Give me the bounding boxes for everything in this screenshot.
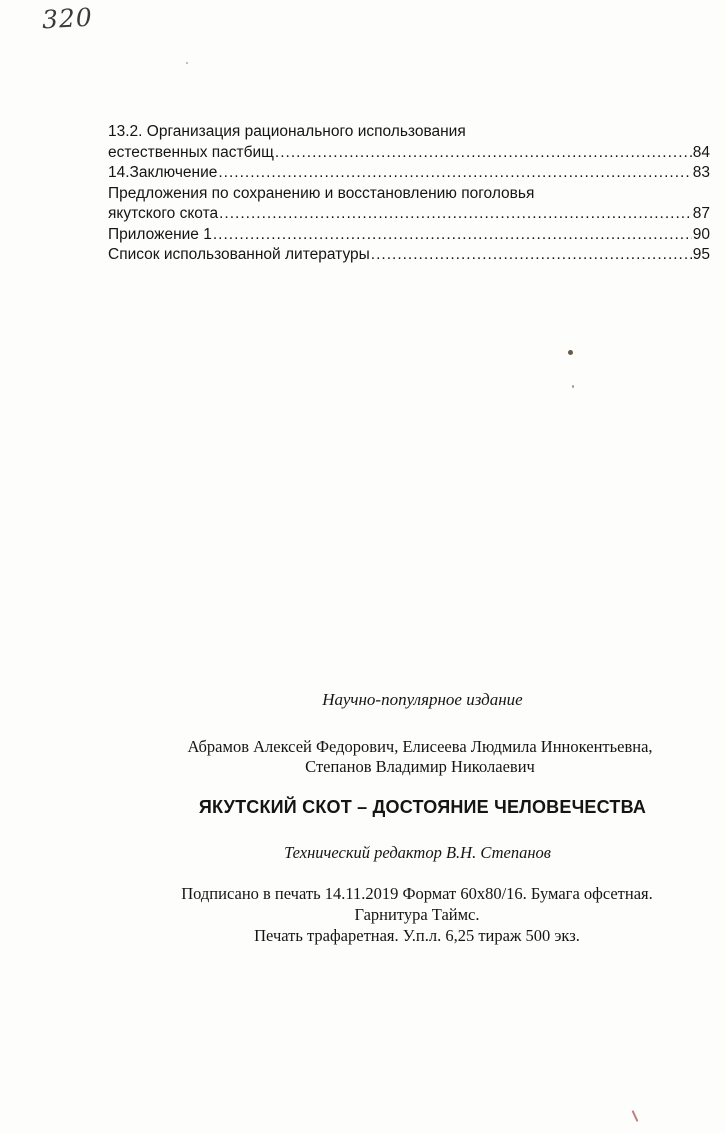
toc-entry-label: Список использованной литературы — [108, 246, 370, 263]
technical-editor: Технический редактор В.Н. Степанов — [284, 843, 551, 862]
paper-speck — [572, 385, 574, 388]
toc-entry — [108, 184, 710, 205]
toc-entry — [108, 122, 710, 143]
toc-entry — [108, 245, 710, 266]
toc-entry-page: 95 — [692, 246, 710, 263]
toc-entry — [108, 225, 710, 246]
table-of-contents — [108, 122, 710, 266]
toc-entry — [108, 204, 710, 225]
toc-leader-dots — [371, 245, 692, 266]
print-info-line: Печать трафаретная. У.п.л. 6,25 тираж 500 экз. — [254, 926, 580, 945]
toc-entry — [108, 163, 710, 184]
toc-entry-page: 87 — [692, 205, 710, 222]
toc-entry-label: Приложение 1 — [108, 225, 212, 243]
toc-entry-label: Предложения по сохранению и восстановлению поголовья — [108, 184, 535, 202]
authors-line: Степанов Владимир Николаевич — [305, 757, 535, 776]
print-info-line: Подписано в печать 14.11.2019 Формат 60х80/16. Бумага офсетная. — [181, 884, 653, 903]
toc-entry-label: 13.2. Организация рационального использования — [108, 123, 466, 140]
edition-type: Научно-популярное издание — [322, 690, 523, 709]
toc-entry-page: 84 — [692, 143, 710, 161]
handwritten-page-number: 320 — [41, 2, 94, 35]
paper-speck — [632, 1110, 639, 1122]
paper-speck — [568, 350, 573, 355]
toc-entry — [108, 143, 710, 164]
toc-leader-dots — [219, 204, 692, 225]
toc-entry-label: якутского скота — [108, 205, 219, 222]
print-info-line: Гарнитура Таймс. — [354, 905, 480, 924]
book-title: ЯКУТСКИЙ СКОТ – ДОСТОЯНИЕ ЧЕЛОВЕЧЕСТВА — [198, 797, 647, 817]
toc-leader-dots — [218, 163, 691, 184]
toc-leader-dots — [275, 143, 692, 164]
toc-entry-page: 83 — [692, 164, 710, 181]
authors — [125, 737, 715, 777]
toc-entry-label: естественных пастбищ — [108, 143, 274, 161]
paper-speck — [186, 62, 188, 64]
print-information — [117, 883, 717, 946]
authors-line: Абрамов Алексей Федорович, Елисеева Людмила Иннокентьевна, — [187, 737, 653, 756]
toc-entry-page: 90 — [692, 225, 710, 243]
toc-leader-dots — [213, 225, 692, 246]
toc-entry-label: 14.Заключение — [108, 164, 218, 181]
